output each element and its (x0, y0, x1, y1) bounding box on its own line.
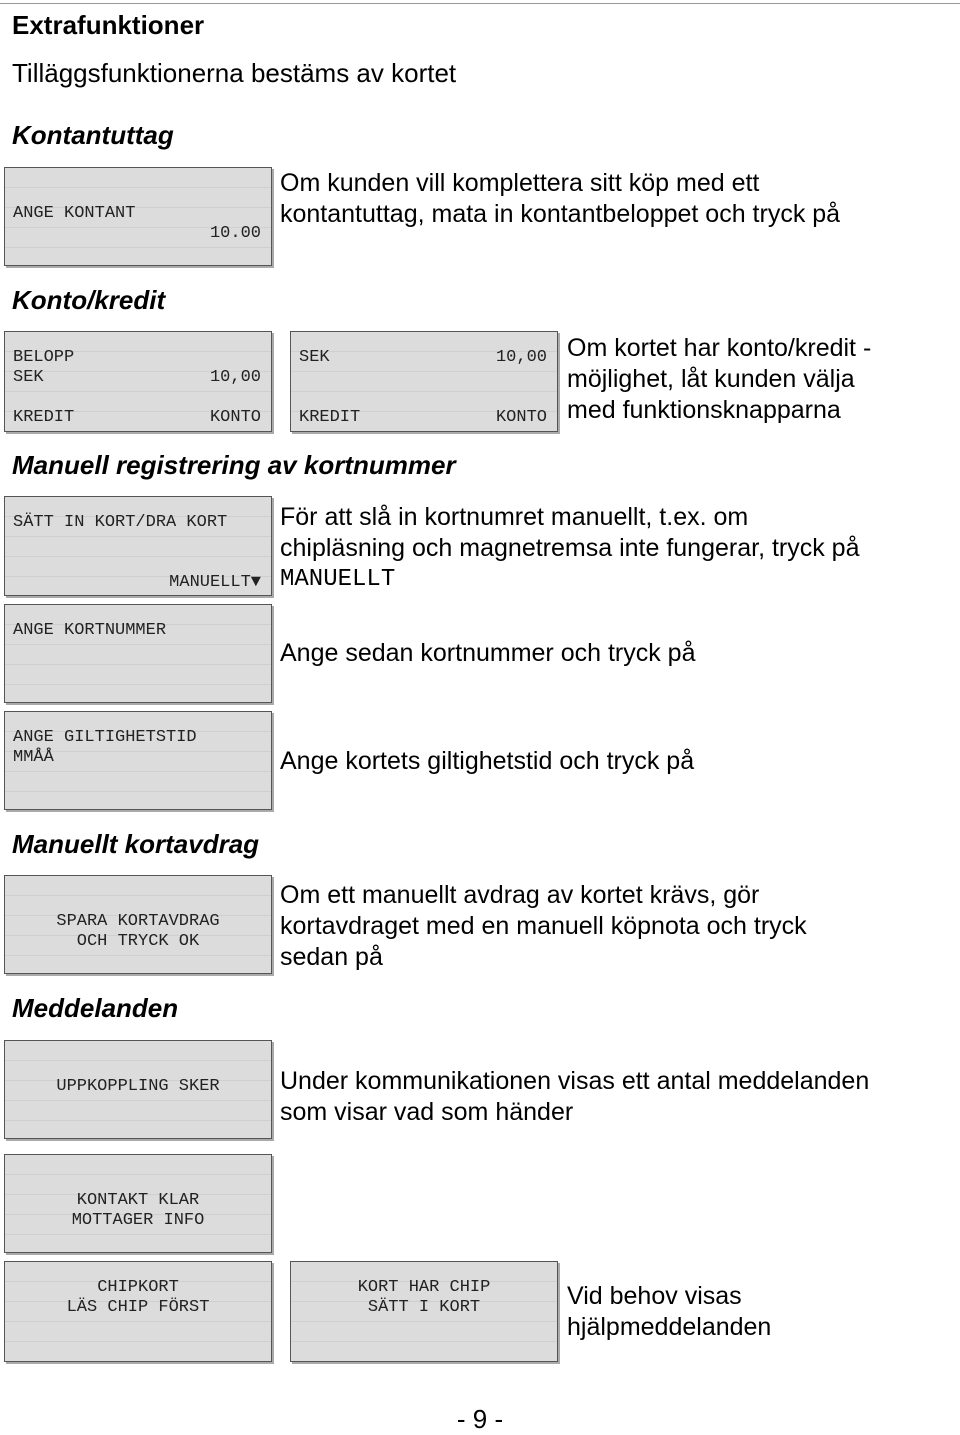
desc-line: kontantuttag, mata in kontantbeloppet och tryck på (280, 200, 841, 228)
screen-amount: 10,00 (209, 368, 261, 387)
screen-amount: 10.00 (209, 224, 261, 243)
terminal-screen-kontant (4, 167, 272, 266)
desc-line: Vid behov visas (567, 1282, 742, 1310)
screen-text: UPPKOPPLING SKER (56, 1077, 220, 1096)
screen-currency: SEK (299, 348, 330, 367)
desc-line: sedan på (280, 943, 383, 971)
page-number: - 9 - (456, 1404, 504, 1434)
heading-konto-kredit: Konto/kredit (12, 285, 166, 315)
desc-line: med funktionsknapparna (567, 396, 841, 424)
terminal-screen-sek (290, 331, 558, 432)
screen-amount: 10,00 (495, 348, 547, 367)
desc-line: hjälpmeddelanden (567, 1313, 772, 1341)
screen-text: SPARA KORTAVDRAG (56, 912, 220, 931)
top-rule (0, 3, 960, 4)
terminal-screen-spara-kortavdrag (4, 875, 272, 974)
screen-text: BELOPP (13, 348, 75, 367)
screen-currency: SEK (13, 368, 44, 387)
manuellt-softkey: MANUELLT▼ (169, 573, 261, 592)
screen-text: ANGE KORTNUMMER (13, 621, 167, 640)
screen-text: SÄTT IN KORT/DRA KORT (13, 513, 228, 532)
screen-text: ANGE GILTIGHETSTID (13, 728, 197, 747)
desc-hjalpmeddelanden (567, 1281, 771, 1343)
desc-line: Om kortet har konto/kredit - (567, 334, 872, 362)
desc-line: Om kunden vill komplettera sitt köp med ett (280, 169, 760, 197)
screen-text: ANGE KONTANT (13, 204, 136, 223)
manuellt-key-label: MANUELLT (280, 566, 396, 593)
screen-text: LÄS CHIP FÖRST (66, 1298, 210, 1317)
desc-line: Under kommunikationen visas ett antal meddelanden (280, 1067, 870, 1095)
heading-meddelanden: Meddelanden (12, 993, 179, 1023)
terminal-screen-chipkort (4, 1261, 272, 1362)
desc-meddelanden (280, 1066, 869, 1128)
desc-konto-kredit (567, 333, 871, 426)
desc-kortavdrag (280, 880, 807, 973)
screen-text: MMÅÅ (13, 748, 54, 767)
desc-line: som visar vad som händer (280, 1098, 574, 1126)
heading-kontantuttag: Kontantuttag (12, 120, 174, 150)
terminal-screen-kort-har-chip (290, 1261, 558, 1362)
terminal-screen-belopp (4, 331, 272, 432)
desc-line: kortavdraget med en manuell köpnota och tryck (280, 912, 807, 940)
terminal-screen-kontakt-klar (4, 1154, 272, 1253)
kredit-softkey: KREDIT (13, 408, 75, 427)
screen-text: KONTAKT KLAR (76, 1191, 200, 1210)
terminal-screen-ange-kortnummer (4, 604, 272, 703)
page-title: Extrafunktioner (12, 10, 205, 40)
desc-line: Om ett manuellt avdrag av kortet krävs, gör (280, 881, 760, 909)
desc-line: möjlighet, låt kunden välja (567, 365, 855, 393)
page-subtitle: Tilläggsfunktionerna bestäms av kortet (12, 58, 457, 88)
desc-line: För att slå in kortnumret manuellt, t.ex. om (280, 503, 749, 531)
terminal-screen-satt-in-kort (4, 496, 272, 596)
konto-softkey: KONTO (209, 408, 261, 427)
screen-text: OCH TRYCK OK (76, 932, 200, 951)
desc-manuell (280, 502, 859, 595)
screen-text: MOTTAGER INFO (71, 1211, 205, 1230)
heading-manuell-registrering: Manuell registrering av kortnummer (12, 450, 456, 480)
terminal-screen-giltighetstid (4, 711, 272, 810)
terminal-screen-uppkoppling (4, 1040, 272, 1139)
heading-manuellt-kortavdrag: Manuellt kortavdrag (12, 829, 260, 859)
desc-ange-kortnummer: Ange sedan kortnummer och tryck på (280, 639, 696, 667)
screen-text: CHIPKORT (97, 1278, 179, 1297)
kredit-softkey: KREDIT (299, 408, 361, 427)
screen-text: SÄTT I KORT (367, 1298, 481, 1317)
desc-giltighetstid: Ange kortets giltighetstid och tryck på (280, 747, 695, 775)
konto-softkey: KONTO (495, 408, 547, 427)
screen-text: KORT HAR CHIP (357, 1278, 491, 1297)
desc-kontantuttag (280, 168, 840, 230)
desc-line: chipläsning och magnetremsa inte fungerar, tryck på (280, 534, 860, 562)
